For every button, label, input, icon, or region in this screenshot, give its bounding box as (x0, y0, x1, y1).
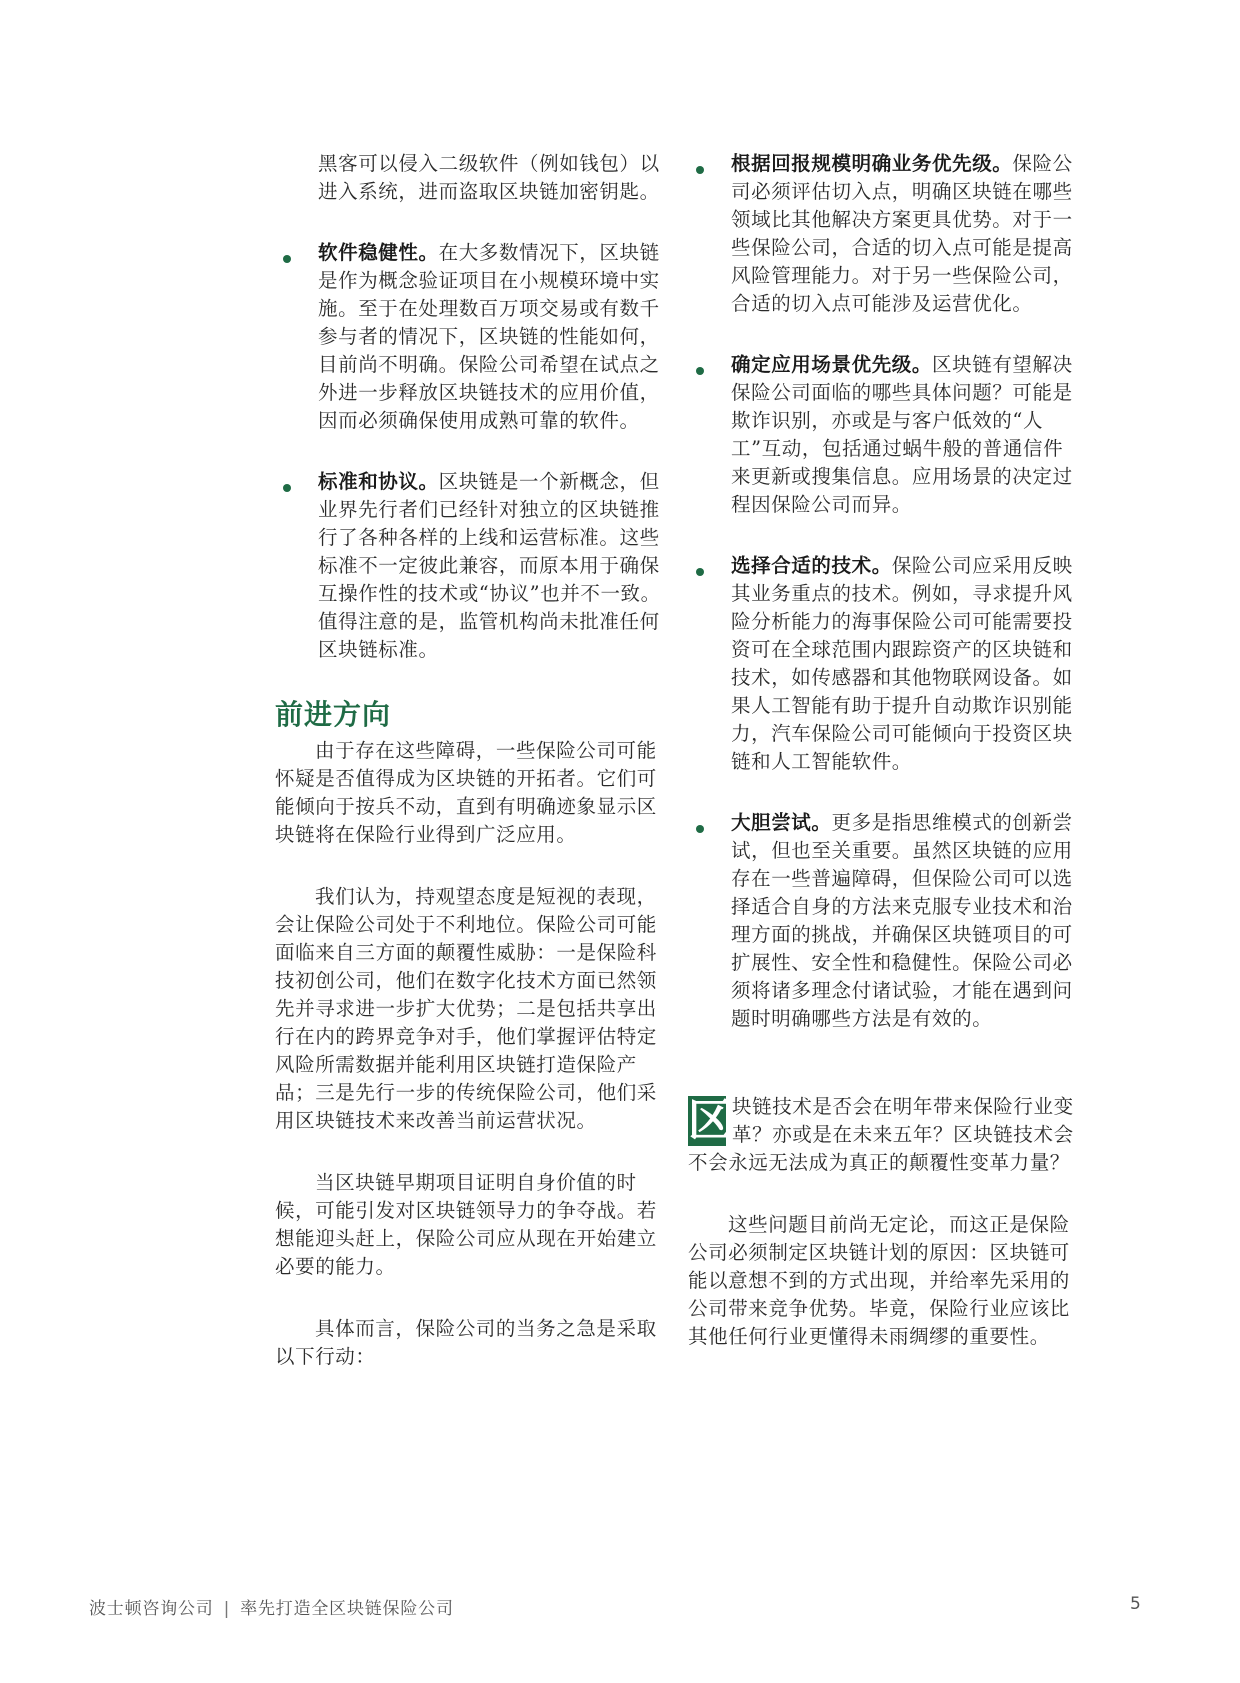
footer (89, 1594, 454, 1619)
bullet-dot-icon (283, 255, 291, 263)
closing-paragraph: 这些问题目前尚无定论，而这正是保险公司必须制定区块链计划的原因：区块链可能以意想不到的方式出现，并给率先采用的公司带来竞争优势。毕竟，保险行业应该比其他任何行业更懂得未雨绸缪的重要性。 (688, 1213, 1070, 1348)
bullet-title: 确定应用场景优先级。 (731, 353, 933, 376)
bullet-dot-icon (696, 825, 704, 833)
bullet-item (688, 809, 1081, 1033)
dropcap-paragraph (688, 1093, 1081, 1177)
body-paragraph: 由于存在这些障碍，一些保险公司可能怀疑是否值得成为区块链的开拓者。它们可能倾向于按兵不动，直到有明确迹象显示区块链将在保险行业得到广泛应用。 (275, 739, 657, 846)
bullet-body: 保险公司必须评估切入点，明确区块链在哪些领域比其他解决方案更具优势。对于一些保险公司，合适的切入点可能是提高风险管理能力。对于另一些保险公司，合适的切入点可能涉及运营优化。 (731, 152, 1073, 315)
bullet-title: 标准和协议。 (318, 470, 439, 493)
footer-publisher: 波士顿咨询公司 (89, 1599, 214, 1619)
section-heading: 前进方向 (275, 698, 392, 731)
bullet-dot-icon (696, 568, 704, 576)
bullet-title: 选择合适的技术。 (731, 554, 892, 577)
bullet-item (688, 150, 1081, 318)
bullet-dot-icon (696, 367, 704, 375)
body-paragraph: 当区块链早期项目证明自身价值的时候，可能引发对区块链领导力的争夺战。若想能迎头赶上，保险公司应从现在开始建立必要的能力。 (275, 1171, 657, 1278)
bullet-dot-icon (283, 484, 291, 492)
footer-separator: | (223, 1599, 231, 1619)
bullet-body: 区块链是一个新概念，但业界先行者们已经针对独立的区块链推行了各种各样的上线和运营标准。这些标准不一定彼此兼容，而原本用于确保互操作性的技术或“协议”也并不一致。值得注意的是，监管机构尚未批准任何区块链标准。 (318, 470, 661, 661)
right-column (688, 150, 1081, 1351)
footer-doc-title: 率先打造全区块链保险公司 (240, 1599, 454, 1619)
bullet-item (688, 552, 1081, 776)
bullet-dot-icon (696, 166, 704, 174)
bullet-body: 在大多数情况下，区块链是作为概念验证项目在小规模环境中实施。至于在处理数百万项交易或有数千参与者的情况下，区块链的性能如何，目前尚不明确。保险公司希望在试点之外进一步释放区块链技术的应用价值，因而必须确保使用成熟可靠的软件。 (318, 241, 660, 432)
bullet-body: 保险公司应采用反映其业务重点的技术。例如，寻求提升风险分析能力的海事保险公司可能需要投资可在全球范围内跟踪资产的区块链和技术，如传感器和其他物联网设备。如果人工智能有助于提升自动欺诈识别能力，汽车保险公司可能倾向于投资区块链和人工智能软件。 (731, 554, 1073, 773)
body-paragraph: 具体而言，保险公司的当务之急是采取以下行动： (275, 1317, 657, 1368)
bullet-item (688, 351, 1081, 519)
bullet-body: 区块链有望解决保险公司面临的哪些具体问题？可能是欺诈识别，亦或是与客户低效的“人工”互动，包括通过蜗牛般的普通信件来更新或搜集信息。应用场景的决定过程因保险公司而异。 (731, 353, 1073, 516)
bullet-title: 根据回报规模明确业务优先级。 (731, 152, 1013, 175)
bullet-item (275, 468, 668, 664)
dropcap-text: 块链技术是否会在明年带来保险行业变革？亦或是在未来五年？区块链技术会不会永远无法成为真正的颠覆性变革力量？ (688, 1095, 1074, 1174)
dropcap-letter: 区 (688, 1095, 732, 1146)
bullet-body: 更多是指思维模式的创新尝试，但也至关重要。虽然区块链的应用存在一些普遍障碍，但保险公司可以选择适合自身的方法来克服专业技术和治理方面的挑战，并确保区块链项目的可扩展性、安全性和稳健性。保险公司必须将诸多理念付诸试验，才能在遇到问题时明确哪些方法是有效的。 (731, 811, 1073, 1030)
continuation-text: 黑客可以侵入二级软件（例如钱包）以进入系统，进而盗取区块链加密钥匙。 (318, 152, 660, 203)
page-number: 5 (1130, 1594, 1141, 1614)
body-paragraph: 我们认为，持观望态度是短视的表现，会让保险公司处于不利地位。保险公司可能面临来自三方面的颠覆性威胁：一是保险科技初创公司，他们在数字化技术方面已然领先并寻求进一步扩大优势；二是包括共享出行在内的跨界竞争对手，他们掌握评估特定风险所需数据并能利用区块链打造保险产品；三是先行一步的传统保险公司，他们采用区块链技术来改善当前运营状况。 (275, 885, 657, 1132)
left-column (275, 150, 668, 1371)
bullet-item (275, 239, 668, 435)
bullet-title: 软件稳健性。 (318, 241, 439, 264)
bullet-title: 大胆尝试。 (731, 811, 832, 834)
